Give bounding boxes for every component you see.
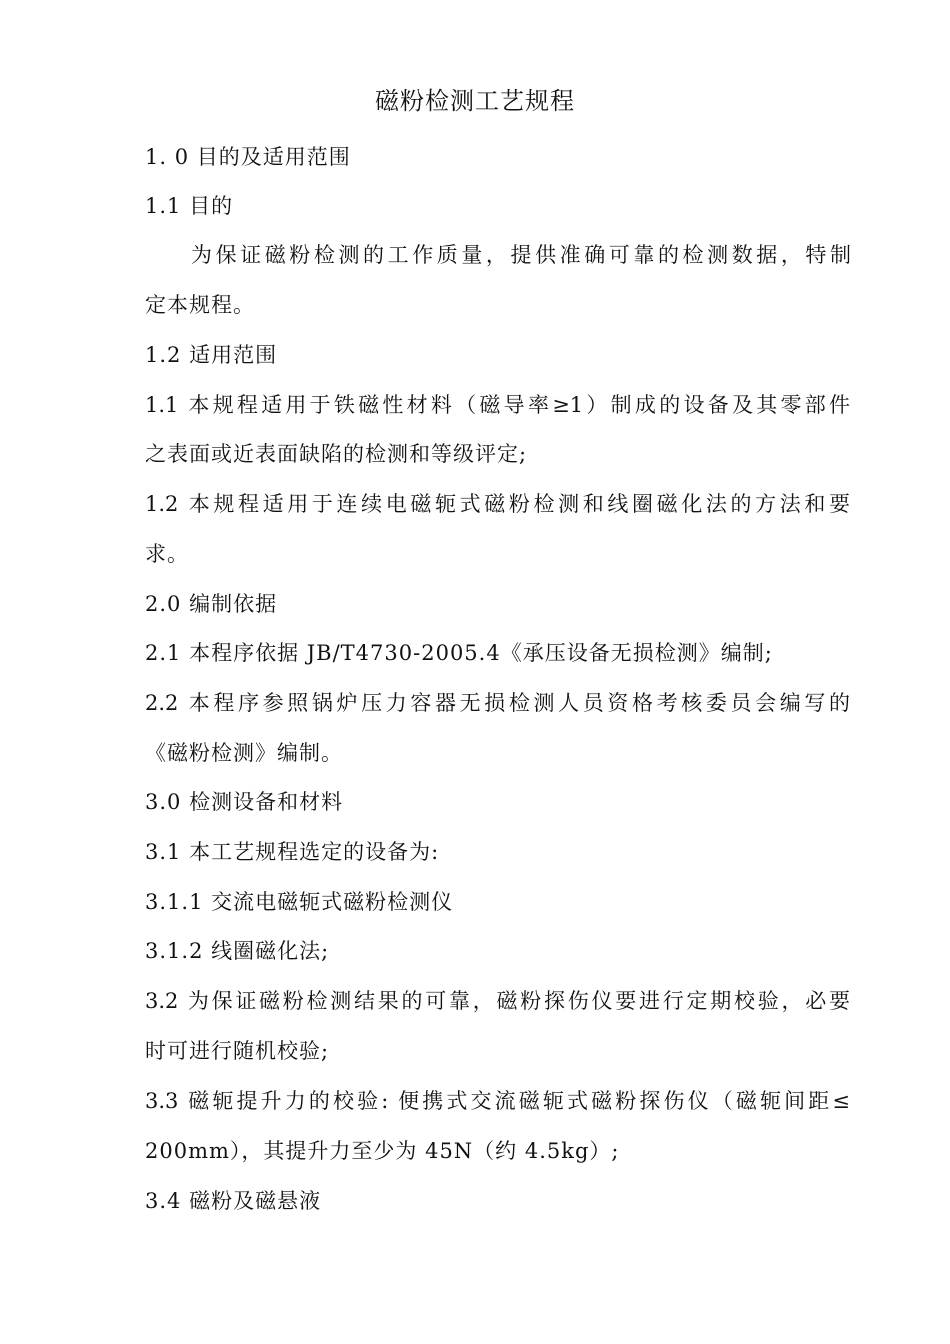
paragraph-line: 2.1 本程序依据 JB/T4730-2005.4《承压设备无损检测》编制;: [145, 641, 773, 665]
paragraph-line: 1.1 本规程适用于铁磁性材料（磁导率≥1）制成的设备及其零部件: [145, 393, 850, 417]
subsection-heading: 1.2 适用范围: [145, 343, 278, 367]
paragraph-line: 《磁粉检测》编制。: [145, 741, 343, 765]
section-heading: 3.0 检测设备和材料: [145, 790, 344, 814]
paragraph-line: 时可进行随机校验;: [145, 1039, 330, 1063]
paragraph-line: 3.1.2 线圈磁化法;: [145, 939, 330, 963]
paragraph-line: 为保证磁粉检测的工作质量，提供准确可靠的检测数据，特制: [191, 243, 851, 267]
paragraph-line: 3.2 为保证磁粉检测结果的可靠，磁粉探伤仪要进行定期校验，必要: [145, 989, 850, 1013]
paragraph-line: 之表面或近表面缺陷的检测和等级评定;: [145, 442, 528, 466]
paragraph-line: 1.2 本规程适用于连续电磁轭式磁粉检测和线圈磁化法的方法和要: [145, 492, 850, 516]
paragraph-line: 3.1 本工艺规程选定的设备为:: [145, 840, 440, 864]
paragraph-line: 3.1.1 交流电磁轭式磁粉检测仪: [145, 890, 454, 914]
paragraph-line: 定本规程。: [145, 293, 255, 317]
section-heading: 1. 0 目的及适用范围: [145, 145, 351, 169]
document-title: 磁粉检测工艺规程: [375, 87, 575, 115]
paragraph-line: 3.3 磁轭提升力的校验: 便携式交流磁轭式磁粉探伤仪（磁轭间距≤: [145, 1089, 850, 1113]
paragraph-line: 3.4 磁粉及磁悬液: [145, 1189, 322, 1213]
paragraph-line: 200mm），其提升力至少为 45N（约 4.5kg）;: [145, 1139, 620, 1163]
subsection-heading: 1.1 目的: [145, 194, 234, 218]
paragraph-line: 求。: [145, 542, 189, 566]
section-heading: 2.0 编制依据: [145, 592, 278, 616]
paragraph-line: 2.2 本程序参照锅炉压力容器无损检测人员资格考核委员会编写的: [145, 691, 850, 715]
